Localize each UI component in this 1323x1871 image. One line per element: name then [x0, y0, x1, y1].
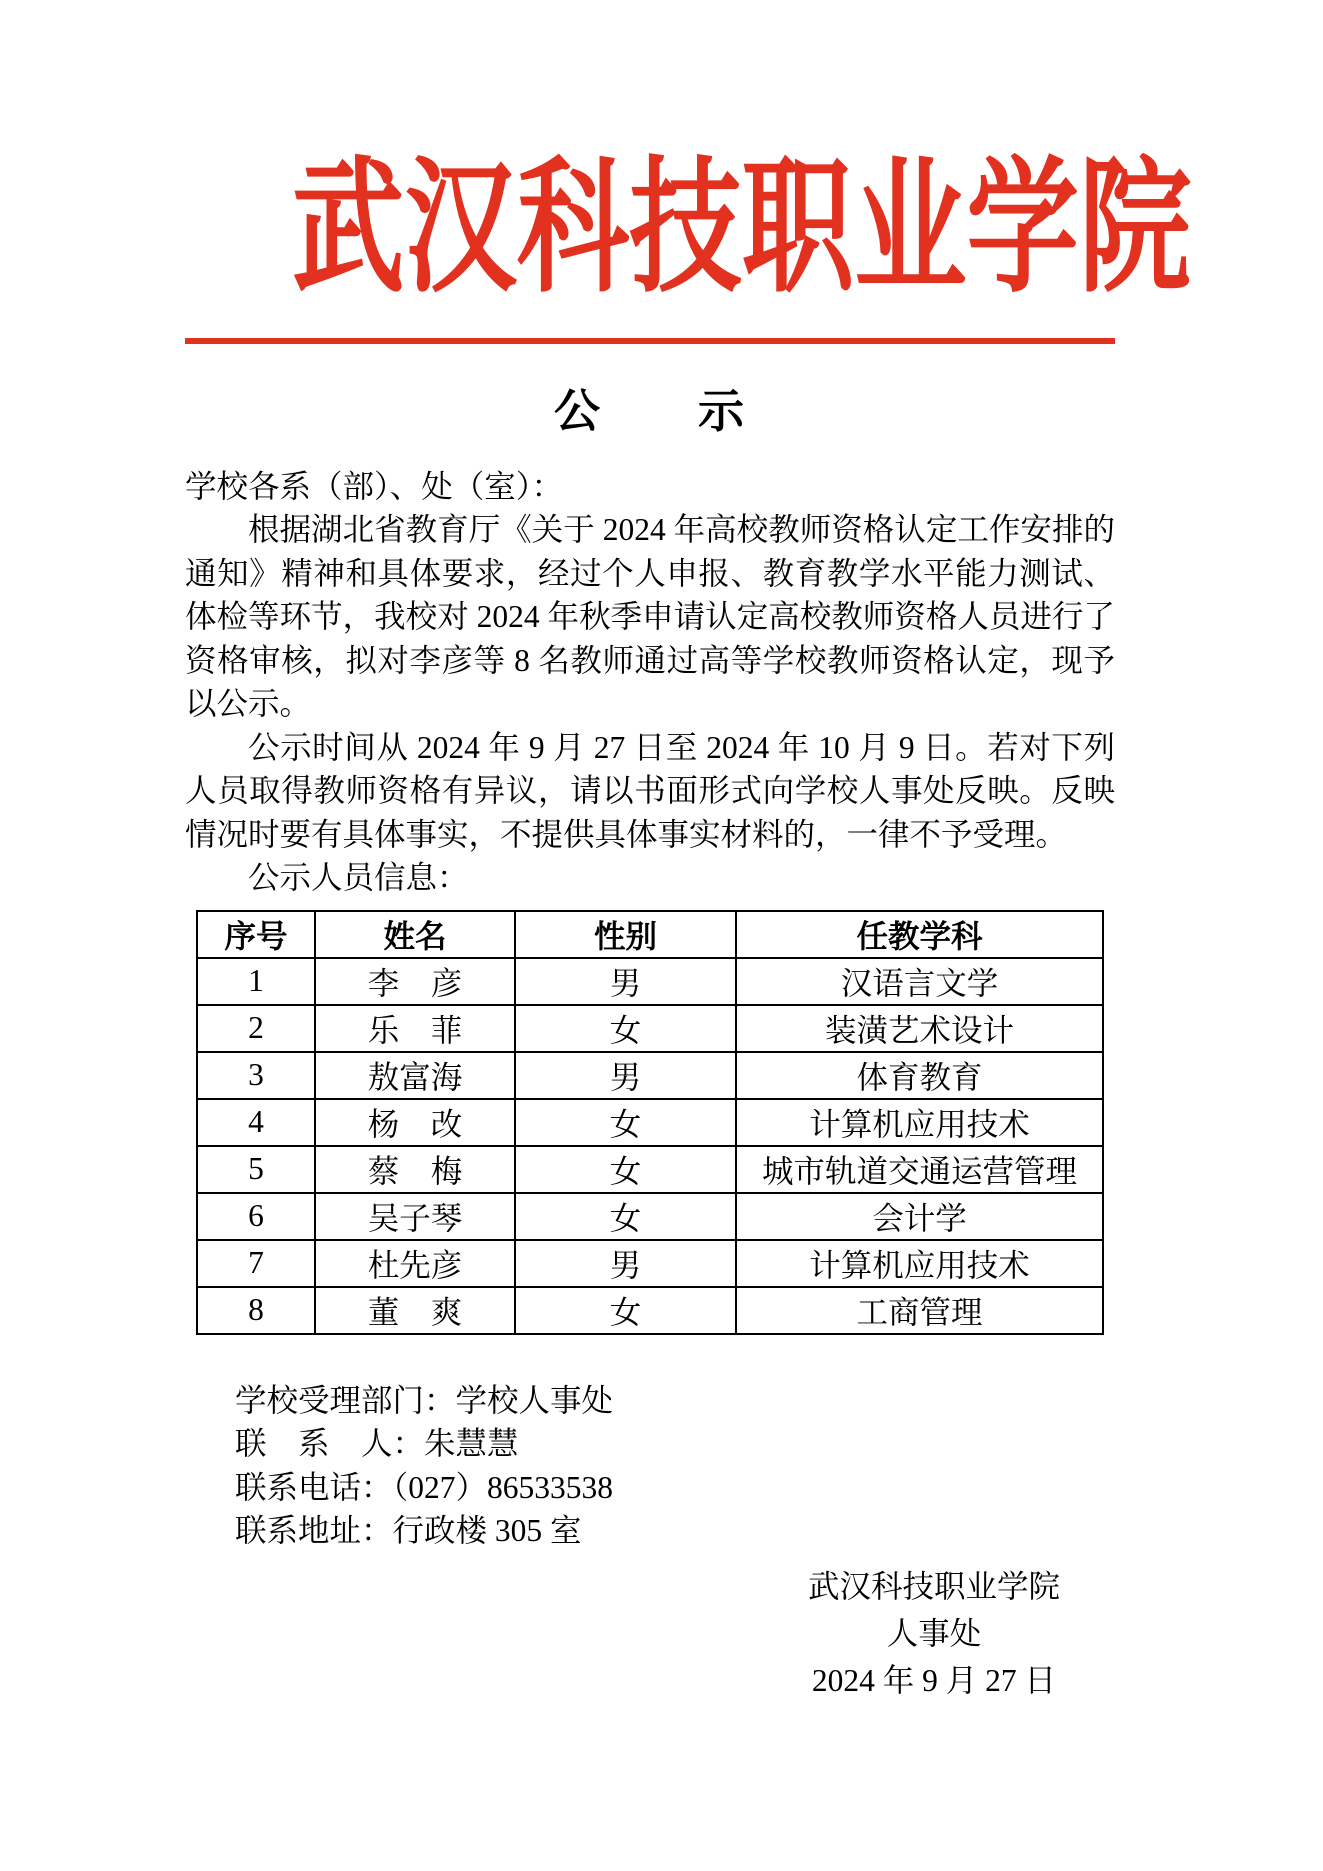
cell-index: 5: [197, 1146, 315, 1193]
contact-phone: 联系电话：（027）86533538: [235, 1469, 614, 1505]
cell-subject: 会计学: [736, 1193, 1103, 1240]
table-row: [197, 1052, 1103, 1099]
cell-subject: 计算机应用技术: [736, 1099, 1103, 1146]
table-row: [197, 1146, 1103, 1193]
contact-address: 联系地址：行政楼 305 室: [235, 1513, 582, 1549]
cell-subject: 工商管理: [736, 1287, 1103, 1334]
cell-gender: 男: [515, 958, 736, 1005]
table-row: [197, 1193, 1103, 1240]
cell-index: 2: [197, 1005, 315, 1052]
contact-department: 学校受理部门：学校人事处: [235, 1382, 614, 1418]
contact-block: [185, 1379, 1115, 1553]
cell-subject: 汉语言文学: [736, 958, 1103, 1005]
table-row: [197, 958, 1103, 1005]
table-row: [197, 1005, 1103, 1052]
cell-name: 蔡 梅: [315, 1146, 515, 1193]
cell-name: 敖富海: [315, 1052, 515, 1099]
cell-name: 李 彦: [315, 958, 515, 1005]
cell-index: 4: [197, 1099, 315, 1146]
cell-index: 1: [197, 958, 315, 1005]
cell-name: 乐 菲: [315, 1005, 515, 1052]
document-body: [185, 465, 1115, 900]
cell-subject: 装潢艺术设计: [736, 1005, 1103, 1052]
roster-intro-line: 公示人员信息：: [248, 860, 469, 896]
cell-gender: 男: [515, 1240, 736, 1287]
school-name-header: 武汉科技职业学院: [291, 148, 1192, 310]
cell-gender: 女: [515, 1146, 736, 1193]
document-content: [185, 0, 1192, 1704]
table-row: [197, 1240, 1103, 1287]
signature-block: [808, 1563, 1060, 1704]
cell-gender: 女: [515, 1193, 736, 1240]
table-header-gender: 性别: [515, 911, 736, 958]
signature-organization: 武汉科技职业学院: [807, 1568, 1060, 1604]
document-title: 公 示: [554, 384, 746, 437]
cell-subject: 城市轨道交通运营管理: [736, 1146, 1103, 1193]
cell-index: 6: [197, 1193, 315, 1240]
cell-index: 8: [197, 1287, 315, 1334]
table-header-name: 姓名: [315, 911, 515, 958]
table-header-row: [197, 911, 1103, 958]
salutation-line: 学校各系（部）、处（室）：: [185, 468, 564, 504]
cell-name: 杜先彦: [315, 1240, 515, 1287]
table-row: [197, 1287, 1103, 1334]
cell-name: 杨 改: [315, 1099, 515, 1146]
contact-person: 联 系 人：朱慧慧: [235, 1426, 519, 1462]
cell-gender: 女: [515, 1099, 736, 1146]
cell-name: 董 爽: [315, 1287, 515, 1334]
cell-subject: 体育教育: [736, 1052, 1103, 1099]
red-divider-line: [185, 338, 1115, 344]
table-row: [197, 1099, 1103, 1146]
table-header-subject: 任教学科: [736, 911, 1103, 958]
cell-gender: 女: [515, 1005, 736, 1052]
roster-table: [196, 910, 1104, 1335]
signature-date: 2024 年 9 月 27 日: [811, 1662, 1057, 1698]
cell-gender: 男: [515, 1052, 736, 1099]
cell-gender: 女: [515, 1287, 736, 1334]
cell-index: 3: [197, 1052, 315, 1099]
paragraph-basis: 根据湖北省教育厅《关于 2024 年高校教师资格认定工作安排的通知》精神和具体要求，经过个人申报、教育教学水平能力测试、体检等环节，我校对 2024 年秋季申请认定高校教师资格人员进行了资格审核，拟对李彦等 8 名教师通过高等学校教师资格认定，现予以公示。: [185, 512, 1115, 722]
paragraph-publicity-period: 公示时间从 2024 年 9 月 27 日至 2024 年 10 月 9 日。若对下列人员取得教师资格有异议，请以书面形式向学校人事处反映。反映情况时要有具体事实，不提供具体事实材料的，一律不予受理。: [185, 729, 1115, 852]
table-header-index: 序号: [197, 911, 315, 958]
signature-department: 人事处: [886, 1615, 982, 1651]
cell-index: 7: [197, 1240, 315, 1287]
cell-subject: 计算机应用技术: [736, 1240, 1103, 1287]
cell-name: 吴子琴: [315, 1193, 515, 1240]
